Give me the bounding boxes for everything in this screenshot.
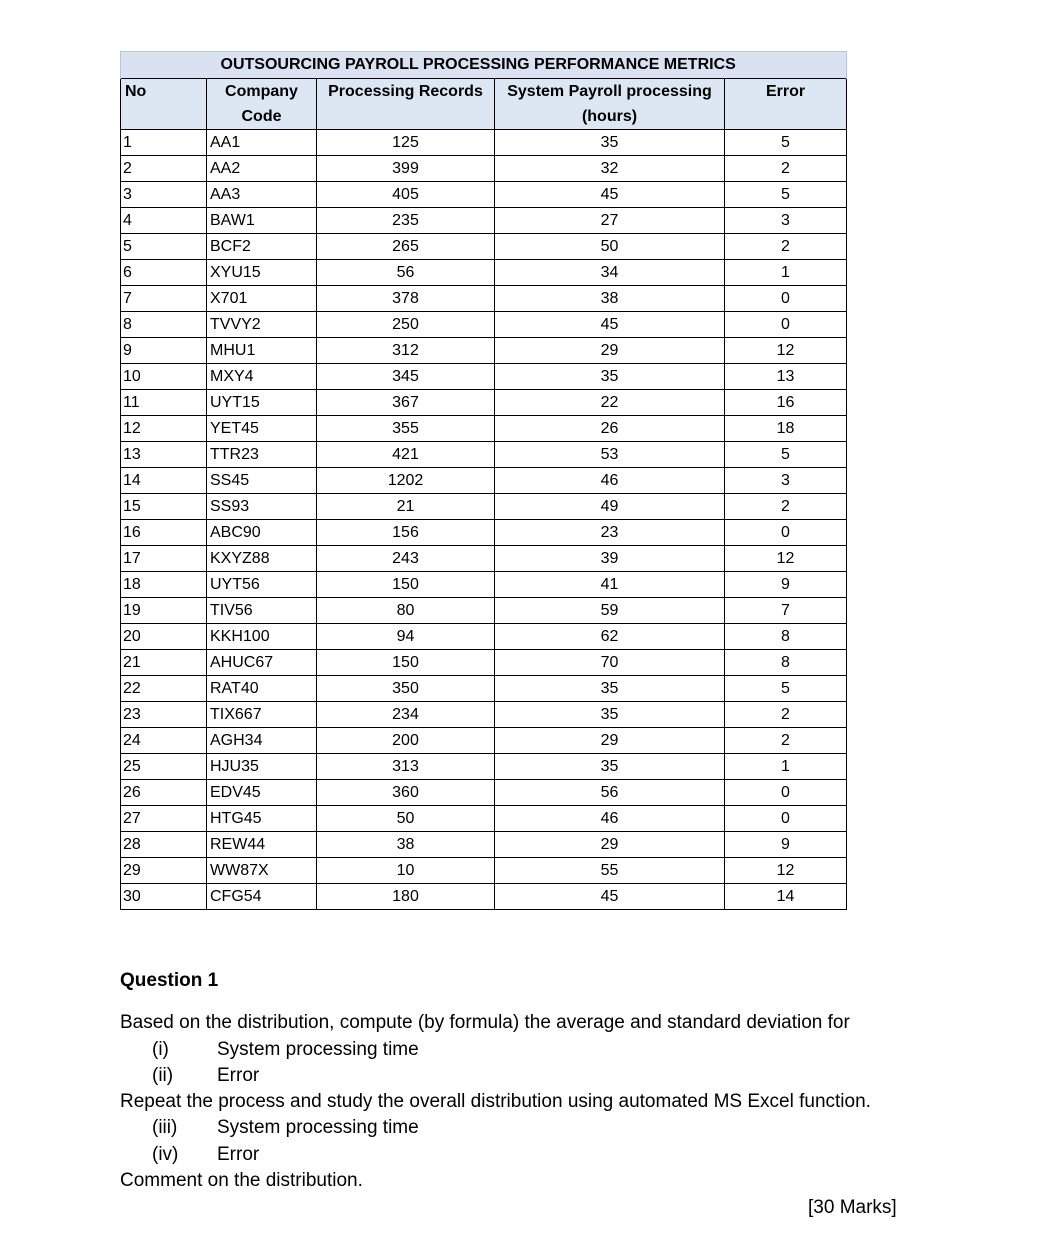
cell-no: 5 — [121, 234, 207, 260]
cell-company-code: SS45 — [207, 468, 317, 494]
cell-error: 0 — [725, 312, 847, 338]
cell-processing-records: 367 — [317, 390, 495, 416]
cell-processing-records: 265 — [317, 234, 495, 260]
cell-no: 27 — [121, 806, 207, 832]
cell-system-hours: 32 — [495, 156, 725, 182]
cell-company-code: HTG45 — [207, 806, 317, 832]
table-row — [121, 650, 847, 676]
header-system-payroll-line1: System Payroll processing — [495, 79, 725, 105]
table-row — [121, 520, 847, 546]
cell-processing-records: 180 — [317, 884, 495, 910]
cell-company-code: EDV45 — [207, 780, 317, 806]
cell-processing-records: 355 — [317, 416, 495, 442]
table-row — [121, 780, 847, 806]
cell-company-code: UYT15 — [207, 390, 317, 416]
cell-processing-records: 312 — [317, 338, 495, 364]
cell-processing-records: 150 — [317, 572, 495, 598]
cell-company-code: BAW1 — [207, 208, 317, 234]
cell-processing-records: 234 — [317, 702, 495, 728]
table-row — [121, 208, 847, 234]
cell-error: 0 — [725, 520, 847, 546]
cell-processing-records: 50 — [317, 806, 495, 832]
cell-error: 16 — [725, 390, 847, 416]
cell-error: 5 — [725, 442, 847, 468]
cell-no: 25 — [121, 754, 207, 780]
item-number: (ii) — [152, 1064, 174, 1086]
cell-processing-records: 378 — [317, 286, 495, 312]
table-row — [121, 702, 847, 728]
cell-system-hours: 46 — [495, 468, 725, 494]
cell-processing-records: 80 — [317, 598, 495, 624]
table-row — [121, 130, 847, 156]
cell-no: 18 — [121, 572, 207, 598]
cell-no: 17 — [121, 546, 207, 572]
cell-system-hours: 39 — [495, 546, 725, 572]
cell-company-code: REW44 — [207, 832, 317, 858]
header-no: No — [121, 79, 207, 130]
question-comment: Comment on the distribution. — [120, 1170, 363, 1192]
cell-no: 12 — [121, 416, 207, 442]
header-company-code-line1: Company — [207, 79, 317, 105]
header-company-code-line2: Code — [207, 104, 317, 130]
cell-company-code: ABC90 — [207, 520, 317, 546]
cell-system-hours: 29 — [495, 832, 725, 858]
table-row — [121, 624, 847, 650]
cell-no: 11 — [121, 390, 207, 416]
item-number: (i) — [152, 1038, 169, 1060]
cell-system-hours: 62 — [495, 624, 725, 650]
cell-no: 29 — [121, 858, 207, 884]
cell-error: 2 — [725, 494, 847, 520]
cell-system-hours: 35 — [495, 130, 725, 156]
cell-processing-records: 38 — [317, 832, 495, 858]
cell-processing-records: 125 — [317, 130, 495, 156]
cell-company-code: UYT56 — [207, 572, 317, 598]
cell-error: 3 — [725, 208, 847, 234]
cell-no: 20 — [121, 624, 207, 650]
table-row — [121, 754, 847, 780]
cell-company-code: KXYZ88 — [207, 546, 317, 572]
cell-system-hours: 46 — [495, 806, 725, 832]
cell-processing-records: 235 — [317, 208, 495, 234]
marks-label: [30 Marks] — [808, 1197, 897, 1218]
cell-processing-records: 421 — [317, 442, 495, 468]
cell-error: 12 — [725, 546, 847, 572]
table-row — [121, 572, 847, 598]
cell-company-code: SS93 — [207, 494, 317, 520]
header-system-payroll-line2: (hours) — [495, 104, 725, 130]
cell-processing-records: 405 — [317, 182, 495, 208]
cell-processing-records: 313 — [317, 754, 495, 780]
cell-company-code: TTR23 — [207, 442, 317, 468]
cell-error: 9 — [725, 832, 847, 858]
cell-company-code: AA1 — [207, 130, 317, 156]
cell-processing-records: 360 — [317, 780, 495, 806]
cell-processing-records: 250 — [317, 312, 495, 338]
cell-error: 9 — [725, 572, 847, 598]
cell-company-code: AA3 — [207, 182, 317, 208]
cell-error: 2 — [725, 728, 847, 754]
cell-company-code: AGH34 — [207, 728, 317, 754]
cell-system-hours: 53 — [495, 442, 725, 468]
cell-system-hours: 49 — [495, 494, 725, 520]
cell-system-hours: 59 — [495, 598, 725, 624]
cell-no: 10 — [121, 364, 207, 390]
cell-processing-records: 21 — [317, 494, 495, 520]
question-repeat: Repeat the process and study the overall distribution using automated MS Excel function. — [120, 1091, 871, 1113]
table-row — [121, 806, 847, 832]
cell-company-code: MHU1 — [207, 338, 317, 364]
table-row — [121, 598, 847, 624]
table-row — [121, 364, 847, 390]
cell-processing-records: 1202 — [317, 468, 495, 494]
cell-error: 5 — [725, 182, 847, 208]
header-processing-records: Processing Records — [317, 79, 495, 130]
cell-processing-records: 94 — [317, 624, 495, 650]
cell-no: 23 — [121, 702, 207, 728]
table-row — [121, 234, 847, 260]
cell-processing-records: 243 — [317, 546, 495, 572]
cell-error: 3 — [725, 468, 847, 494]
cell-system-hours: 45 — [495, 312, 725, 338]
cell-processing-records: 350 — [317, 676, 495, 702]
cell-system-hours: 22 — [495, 390, 725, 416]
cell-company-code: RAT40 — [207, 676, 317, 702]
question-item — [152, 1037, 920, 1063]
item-number: (iv) — [152, 1143, 179, 1165]
cell-company-code: TIV56 — [207, 598, 317, 624]
cell-processing-records: 200 — [317, 728, 495, 754]
cell-company-code: HJU35 — [207, 754, 317, 780]
table-row — [121, 260, 847, 286]
table-row — [121, 442, 847, 468]
cell-processing-records: 150 — [317, 650, 495, 676]
cell-error: 2 — [725, 234, 847, 260]
cell-company-code: CFG54 — [207, 884, 317, 910]
table-row — [121, 546, 847, 572]
cell-no: 21 — [121, 650, 207, 676]
cell-no: 6 — [121, 260, 207, 286]
table-row — [121, 312, 847, 338]
cell-error: 0 — [725, 780, 847, 806]
cell-error: 8 — [725, 650, 847, 676]
cell-error: 14 — [725, 884, 847, 910]
table-row — [121, 676, 847, 702]
table-body — [121, 130, 847, 910]
cell-error: 13 — [725, 364, 847, 390]
cell-system-hours: 56 — [495, 780, 725, 806]
table-row — [121, 338, 847, 364]
cell-system-hours: 29 — [495, 728, 725, 754]
item-text: Error — [217, 1064, 260, 1086]
table-row — [121, 468, 847, 494]
cell-system-hours: 34 — [495, 260, 725, 286]
cell-error: 5 — [725, 676, 847, 702]
cell-error: 8 — [725, 624, 847, 650]
cell-company-code: MXY4 — [207, 364, 317, 390]
cell-error: 5 — [725, 130, 847, 156]
cell-processing-records: 156 — [317, 520, 495, 546]
cell-system-hours: 38 — [495, 286, 725, 312]
cell-system-hours: 35 — [495, 676, 725, 702]
cell-error: 7 — [725, 598, 847, 624]
cell-no: 3 — [121, 182, 207, 208]
cell-no: 24 — [121, 728, 207, 754]
table-row — [121, 286, 847, 312]
cell-system-hours: 35 — [495, 364, 725, 390]
cell-error: 18 — [725, 416, 847, 442]
cell-no: 8 — [121, 312, 207, 338]
cell-no: 1 — [121, 130, 207, 156]
cell-system-hours: 45 — [495, 884, 725, 910]
table-title-spacer — [121, 52, 207, 79]
cell-company-code: WW87X — [207, 858, 317, 884]
cell-error: 0 — [725, 806, 847, 832]
cell-no: 2 — [121, 156, 207, 182]
cell-no: 14 — [121, 468, 207, 494]
cell-error: 0 — [725, 286, 847, 312]
cell-system-hours: 35 — [495, 702, 725, 728]
header-error: Error — [725, 79, 847, 130]
cell-no: 26 — [121, 780, 207, 806]
cell-system-hours: 45 — [495, 182, 725, 208]
cell-no: 9 — [121, 338, 207, 364]
table-row — [121, 416, 847, 442]
item-text: System processing time — [217, 1038, 419, 1060]
table-row — [121, 156, 847, 182]
cell-system-hours: 55 — [495, 858, 725, 884]
table-row — [121, 728, 847, 754]
cell-system-hours: 26 — [495, 416, 725, 442]
cell-company-code: AHUC67 — [207, 650, 317, 676]
cell-company-code: TVVY2 — [207, 312, 317, 338]
cell-error: 1 — [725, 754, 847, 780]
table-row — [121, 832, 847, 858]
item-text: System processing time — [217, 1117, 419, 1139]
table-row — [121, 494, 847, 520]
cell-company-code: BCF2 — [207, 234, 317, 260]
cell-processing-records: 10 — [317, 858, 495, 884]
cell-no: 30 — [121, 884, 207, 910]
cell-company-code: TIX667 — [207, 702, 317, 728]
cell-company-code: KKH100 — [207, 624, 317, 650]
cell-no: 15 — [121, 494, 207, 520]
cell-system-hours: 41 — [495, 572, 725, 598]
question-item — [152, 1142, 920, 1168]
question-item — [152, 1063, 920, 1089]
cell-error: 1 — [725, 260, 847, 286]
cell-error: 12 — [725, 858, 847, 884]
cell-no: 13 — [121, 442, 207, 468]
cell-no: 7 — [121, 286, 207, 312]
question-intro: Based on the distribution, compute (by formula) the average and standard deviation for — [120, 1012, 850, 1034]
cell-no: 4 — [121, 208, 207, 234]
cell-system-hours: 50 — [495, 234, 725, 260]
cell-no: 22 — [121, 676, 207, 702]
cell-system-hours: 70 — [495, 650, 725, 676]
question-item — [152, 1115, 920, 1141]
cell-system-hours: 27 — [495, 208, 725, 234]
cell-system-hours: 23 — [495, 520, 725, 546]
payroll-metrics-table — [120, 51, 847, 910]
cell-company-code: AA2 — [207, 156, 317, 182]
cell-company-code: XYU15 — [207, 260, 317, 286]
cell-processing-records: 399 — [317, 156, 495, 182]
table-row — [121, 182, 847, 208]
question-title: Question 1 — [120, 970, 219, 991]
cell-processing-records: 56 — [317, 260, 495, 286]
cell-system-hours: 35 — [495, 754, 725, 780]
cell-company-code: X701 — [207, 286, 317, 312]
cell-error: 12 — [725, 338, 847, 364]
table-row — [121, 858, 847, 884]
table-row — [121, 884, 847, 910]
cell-company-code: YET45 — [207, 416, 317, 442]
cell-system-hours: 29 — [495, 338, 725, 364]
cell-processing-records: 345 — [317, 364, 495, 390]
item-text: Error — [217, 1143, 260, 1165]
cell-error: 2 — [725, 702, 847, 728]
cell-no: 28 — [121, 832, 207, 858]
table-title: OUTSOURCING PAYROLL PROCESSING PERFORMANCE METRICS — [207, 52, 847, 79]
table-row — [121, 390, 847, 416]
cell-error: 2 — [725, 156, 847, 182]
item-number: (iii) — [152, 1117, 178, 1139]
question-block — [120, 968, 920, 1194]
cell-no: 19 — [121, 598, 207, 624]
cell-no: 16 — [121, 520, 207, 546]
